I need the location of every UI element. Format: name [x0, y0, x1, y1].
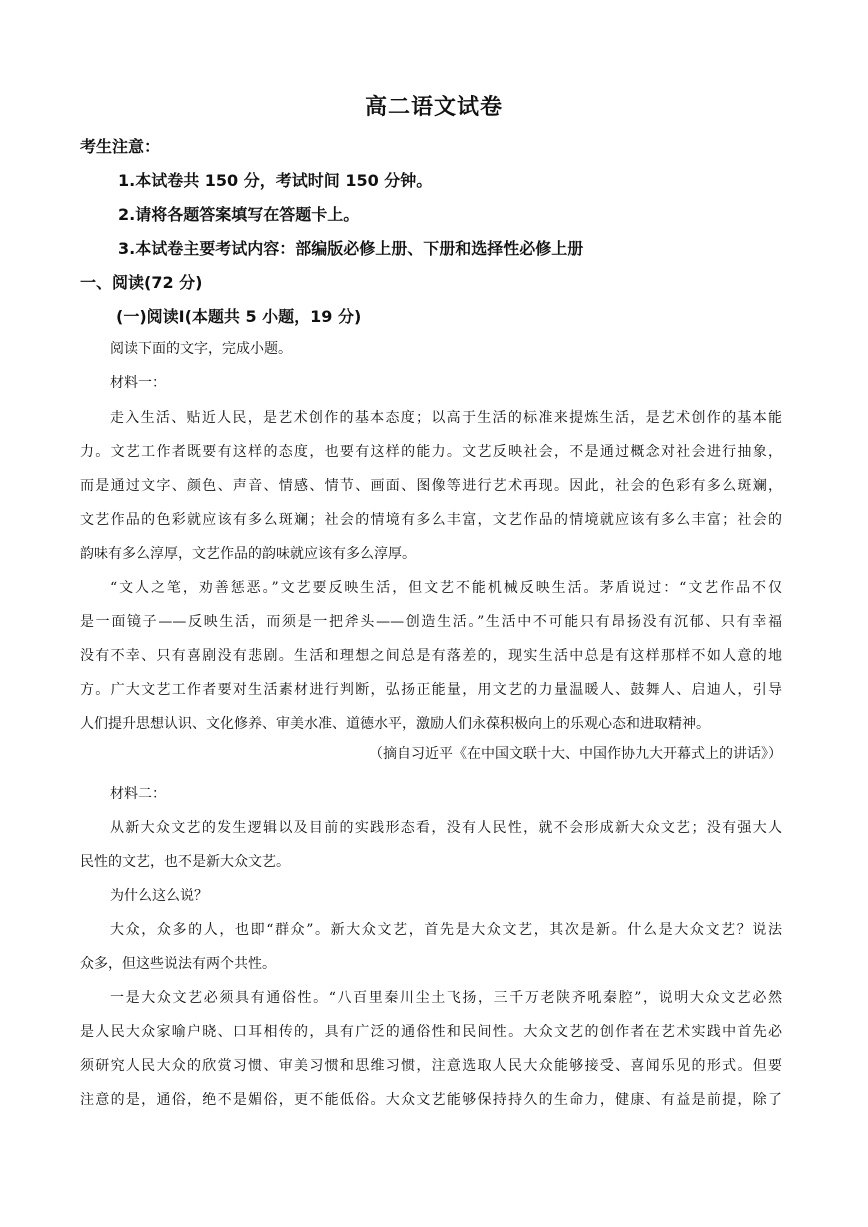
- notice-heading: 考生注意：: [80, 137, 161, 156]
- section-heading: 一、阅读(72 分): [80, 273, 203, 292]
- paragraph-line: 从新大众文艺的发生逻辑以及目前的实践形态看，没有人民性，就不会形成新大众文艺；没有强大人: [110, 820, 782, 836]
- paragraph-line: 众多，但这些说法有两个共性。: [80, 956, 276, 972]
- paragraph-line: 而是通过文字、颜色、声音、情感、情节、画面、图像等进行艺术再现。因此，社会的色彩有多么斑斓，: [80, 478, 782, 494]
- paragraph-line: 注意的是，通俗，绝不是媚俗，更不能低俗。大众文艺能够保持持久的生命力，健康、有益是前提，除了: [80, 1092, 782, 1108]
- paragraph-line: 须研究人民大众的欣赏习惯、审美习惯和思维习惯，注意选取人民大众能够接受、喜闻乐见的形式。但要: [80, 1058, 782, 1074]
- paragraph-line: 大众，众多的人，也即“群众”。新大众文艺，首先是大众文艺，其次是新。什么是大众文艺？说法: [110, 922, 782, 938]
- paragraph-line: 人们提升思想认识、文化修养、审美水准、道德水平，激励人们永葆积极向上的乐观心态和进取精神。: [80, 716, 710, 732]
- paragraph-line: 为什么这么说？: [110, 888, 208, 904]
- paragraph-line: 走入生活、贴近人民，是艺术创作的基本态度；以高于生活的标准来提炼生活，是艺术创作的基本能: [110, 410, 782, 426]
- subsection-heading: (一)阅读Ⅰ(本题共 5 小题，19 分): [116, 307, 362, 326]
- paragraph-line: 是人民大众家喻户晓、口耳相传的，具有广泛的通俗性和民间性。大众文艺的创作者在艺术实践中首先必: [80, 1024, 782, 1040]
- paragraph-line: 民性的文艺，也不是新大众文艺。: [80, 854, 290, 870]
- instruction-text: 阅读下面的文字，完成小题。: [110, 341, 292, 357]
- paragraph-line: 一是大众文艺必须具有通俗性。“八百里秦川尘土飞扬，三千万老陕齐吼秦腔”，说明大众文艺必然: [110, 990, 782, 1006]
- paragraph-line: “文人之笔，劝善惩恶。”文艺要反映生活，但文艺不能机械反映生活。茅盾说过：“文艺作品不仅: [110, 580, 782, 596]
- source-citation: （摘自习近平《在中国文联十大、中国作协九大开幕式上的讲话》）: [369, 746, 782, 762]
- paragraph-line: 韵味有多么淳厚，文艺作品的韵味就应该有多么淳厚。: [80, 546, 416, 562]
- material-label: 材料二：: [110, 786, 166, 802]
- page-title: 高二语文试卷: [364, 95, 503, 120]
- paragraph-line: 是一面镜子——反映生活，而须是一把斧头——创造生活。”生活中不可能只有昂扬没有沉郁、只有幸福: [80, 614, 782, 630]
- paragraph-line: 方。广大文艺工作者要对生活素材进行判断，弘扬正能量，用文艺的力量温暖人、鼓舞人、启迪人，引导: [80, 682, 782, 698]
- notice-item: 1.本试卷共 150 分，考试时间 150 分钟。: [118, 171, 433, 190]
- paragraph-line: 文艺作品的色彩就应该有多么斑斓；社会的情境有多么丰富，文艺作品的情境就应该有多么丰富；社会的: [80, 512, 782, 528]
- material-label: 材料一：: [110, 375, 166, 391]
- paragraph-line: 没有不幸、只有喜剧没有悲剧。生活和理想之间总是有落差的，现实生活中总是有这样那样不如人意的地: [80, 648, 782, 664]
- notice-item: 2.请将各题答案填写在答题卡上。: [118, 205, 360, 224]
- notice-item: 3.本试卷主要考试内容：部编版必修上册、下册和选择性必修上册: [118, 239, 584, 258]
- paragraph-line: 力。文艺工作者既要有这样的态度，也要有这样的能力。文艺反映社会，不是通过概念对社会进行抽象，: [80, 444, 782, 460]
